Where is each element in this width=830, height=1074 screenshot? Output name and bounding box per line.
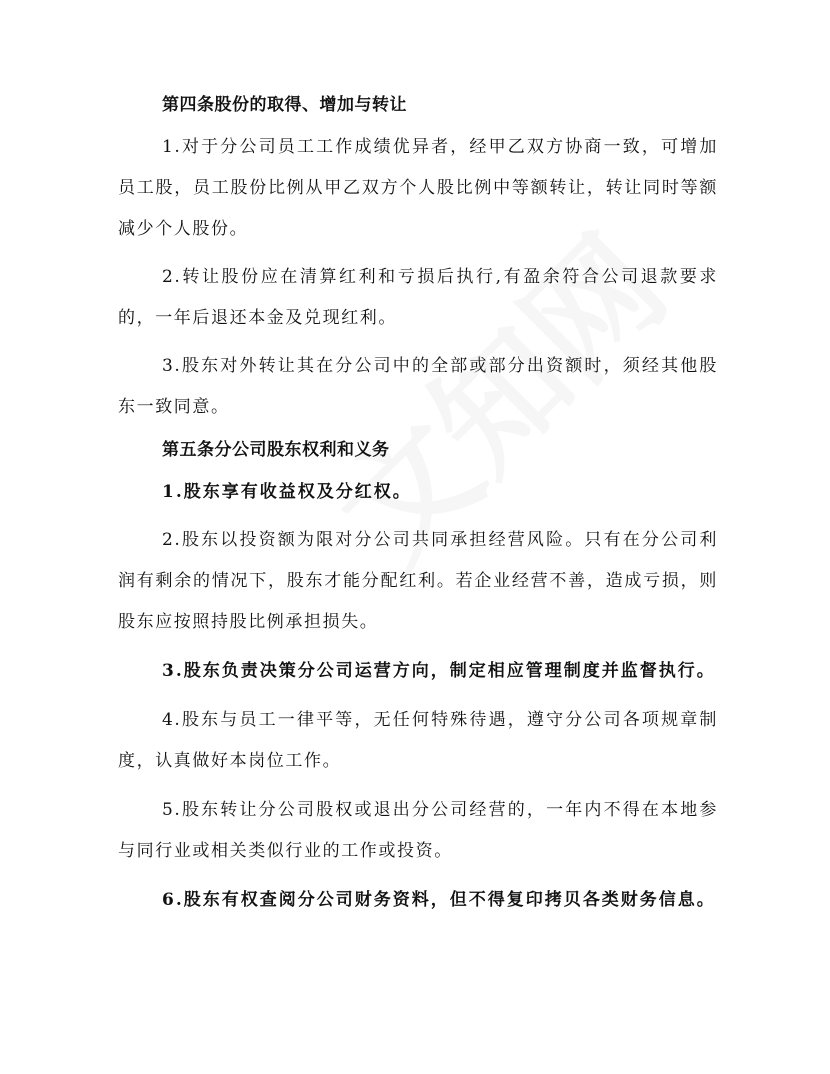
section-5-title: 第五条分公司股东权利和义务 <box>162 440 390 460</box>
section-4-item-2: 2.转让股份应在清算红利和亏损后执行,有盈余符合公司退款要求的，一年后退还本金及兑现红利。 <box>118 267 718 328</box>
section-5-item-3: 3.股东负责决策分公司运营方向，制定相应管理制度并监督执行。 <box>162 661 716 681</box>
section-4-item-1: 1.对于分公司员工工作成绩优异者，经甲乙双方协商一致，可增加员工股，员工股份比例从甲乙双方个人股比例中等额转让，转让同时等额减少个人股份。 <box>118 137 718 239</box>
document-body <box>118 90 718 921</box>
section-5-item-6: 6.股东有权查阅分公司财务资料，但不得复印拷贝各类财务信息。 <box>162 890 716 910</box>
section-4-item-3: 3.股东对外转让其在分公司中的全部或部分出资额时，须经其他股东一致同意。 <box>118 356 718 417</box>
section-5-item-1: 1.股东享有收益权及分红权。 <box>162 482 412 502</box>
section-5-item-5: 5.股东转让分公司股权或退出分公司经营的，一年内不得在本地参与同行业或相关类似行业的工作或投资。 <box>118 800 718 861</box>
section-4-title: 第四条股份的取得、增加与转让 <box>162 95 407 115</box>
section-5-item-4: 4.股东与员工一律平等，无任何特殊待遇，遵守分公司各项规章制度，认真做好本岗位工作。 <box>118 710 718 771</box>
section-5-item-2: 2.股东以投资额为限对分公司共同承担经营风险。只有在分公司利润有剩余的情况下，股东才能分配红利。若企业经营不善，造成亏损，则股东应按照持股比例承担损失。 <box>118 530 718 632</box>
